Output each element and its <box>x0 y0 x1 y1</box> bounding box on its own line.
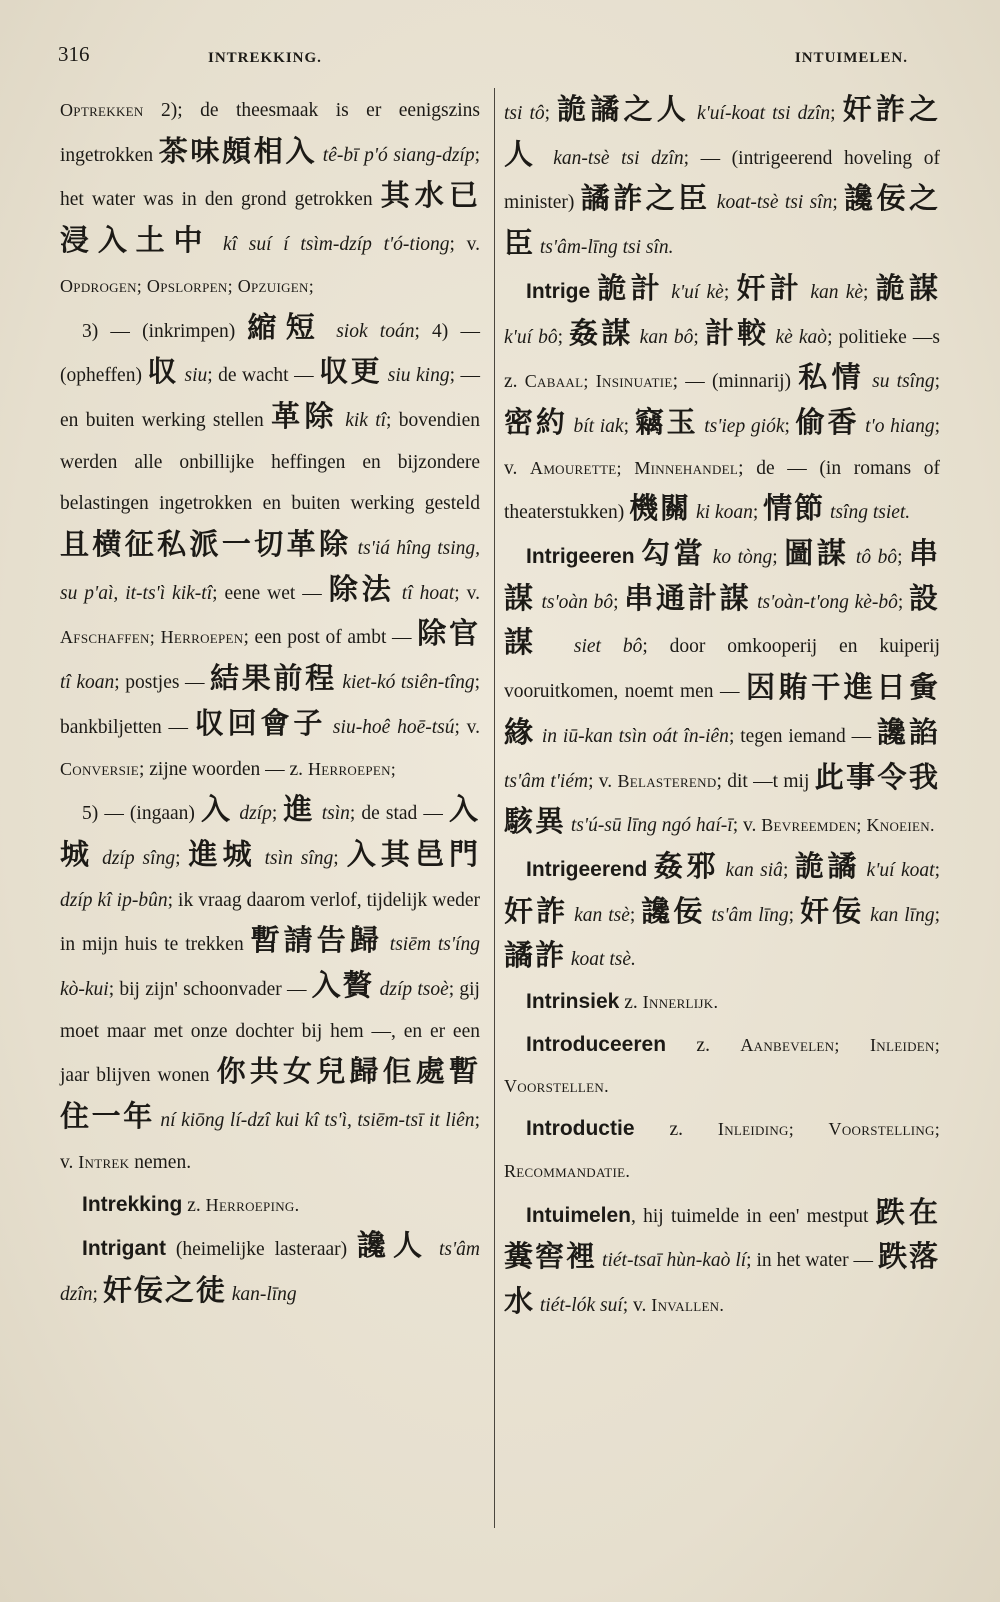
chinese-text: 竊玉 <box>634 406 699 439</box>
text-run: ; v. <box>454 716 480 738</box>
text-run: ; <box>772 547 785 569</box>
text-run: ; <box>832 192 845 214</box>
small-caps-run: Intrek <box>78 1151 130 1172</box>
chinese-text: 奸詐 <box>504 895 569 928</box>
romanization: ts'âm līng <box>705 904 789 926</box>
romanization: dzíp tsoè <box>374 979 449 1001</box>
small-caps-run: Amourette; Minnehandel <box>530 457 739 478</box>
romanization: k'uí-koat tsi dzîn <box>689 103 831 124</box>
chinese-text: 其水已浸入土中 <box>60 180 480 258</box>
romanization: kiet-kó tsiên-tîng <box>336 672 475 694</box>
small-caps-run: Herroepen; <box>307 758 397 779</box>
romanization: kan siâ <box>719 859 783 881</box>
chinese-text: 奸佞 <box>800 895 865 928</box>
romanization: su tsîng <box>864 371 935 393</box>
small-caps-run: Innerlijk. <box>642 992 719 1013</box>
text-run: ; de — (in romans of theaterstukken) <box>504 457 941 524</box>
text-run: , hij tuimelde in een' mestput <box>631 1205 876 1227</box>
dictionary-entry <box>504 1108 940 1192</box>
text-run: ; dit —t mij <box>716 770 815 792</box>
text-run: ; <box>934 371 941 393</box>
chinese-text: 収更 <box>319 356 383 389</box>
headword: Intrinsiek <box>526 990 620 1014</box>
romanization: koat-tsè tsi sîn <box>710 192 833 214</box>
dictionary-entry <box>504 1193 940 1327</box>
chinese-text: 因賄干進日夤緣 <box>504 672 940 749</box>
chinese-text: 入 <box>201 794 234 827</box>
romanization: kan tsè <box>568 904 630 926</box>
chinese-text: 讒佞之臣 <box>504 183 940 261</box>
small-caps-run: Optrekken <box>60 100 144 120</box>
chinese-text: 串謀 <box>504 538 940 615</box>
text-run: ; <box>723 281 737 303</box>
text-run: z. <box>182 1194 206 1216</box>
text-run: ; bankbiljetten — <box>60 672 480 738</box>
chinese-text: 圖謀 <box>784 538 850 571</box>
dictionary-entry <box>60 790 480 1183</box>
headword: Intuimelen <box>526 1203 632 1227</box>
romanization: kan kè <box>803 281 864 303</box>
chinese-text: 讒人 <box>357 1230 430 1263</box>
running-head-right: INTUIMELEN. <box>794 50 908 66</box>
romanization: tsîng tsiet. <box>825 502 911 524</box>
running-head-left: INTREKKING. <box>208 50 322 66</box>
romanization: ts'âm t'iém <box>504 770 589 792</box>
romanization: koat tsè. <box>566 949 636 971</box>
text-run: ; <box>613 591 625 613</box>
dictionary-entry <box>60 90 480 308</box>
text-run: ; 4) — (opheffen) <box>60 320 480 387</box>
romanization: kik tî <box>337 409 387 431</box>
romanization: kan līng <box>864 904 935 926</box>
romanization: siet bô <box>552 636 643 658</box>
romanization: k'uí bô <box>504 326 558 348</box>
text-run: ; <box>333 847 347 869</box>
chinese-text: 入贅 <box>311 970 375 1003</box>
page-number: 316 <box>58 42 90 66</box>
text-run: ; <box>782 859 795 881</box>
chinese-text: 機關 <box>629 493 692 526</box>
small-caps-run: Belasterend <box>617 770 717 791</box>
chinese-text: 詭譎之人 <box>557 94 690 126</box>
text-run: ; <box>544 103 558 124</box>
text-run: z. <box>619 992 643 1014</box>
small-caps-run: Bevreemden; Knoeien. <box>761 815 935 836</box>
romanization: kî suí í tsìm-dzíp t'ó-tiong <box>211 234 450 256</box>
text-run: ; <box>557 326 570 348</box>
chinese-text: 偷香 <box>795 406 860 439</box>
text-run: ; <box>629 904 642 926</box>
romanization: ts'oàn bô <box>535 591 614 613</box>
text-run: ; <box>830 103 843 124</box>
text-run: ; v. <box>454 582 480 604</box>
text-run: ; v. <box>588 770 618 792</box>
text-run: ; <box>693 326 705 348</box>
text-run: ; <box>784 415 796 437</box>
chinese-text: 姦謀 <box>569 317 634 350</box>
chinese-text: 詭謀 <box>875 272 941 305</box>
romanization: tsìn <box>315 803 350 825</box>
romanization: tiét-tsaī hùn-kaò lí <box>597 1250 747 1272</box>
text-run: ; v. <box>449 234 480 256</box>
chinese-text: 暫請告歸 <box>250 925 383 958</box>
chinese-text: 譎詐 <box>504 940 567 973</box>
romanization: kan bô <box>633 326 694 348</box>
romanization: tî koan <box>60 672 115 694</box>
romanization: tsi tô <box>504 103 545 124</box>
small-caps-run: Aanbevelen; Inleiden; Voorstellen. <box>504 1034 940 1097</box>
romanization: kan-tsè tsi dzîn <box>541 147 684 169</box>
text-run: ; <box>788 904 801 926</box>
romanization: kè kaò <box>769 326 828 348</box>
romanization: ts'iá hîng tsing, su p'aì, it-ts'ì kik-tî <box>60 538 480 604</box>
romanization: ki koan <box>691 502 753 524</box>
chinese-text: 你共女兒歸佢處暫住一年 <box>60 1056 480 1134</box>
romanization: ts'oàn-t'ong kè-bô <box>751 591 898 613</box>
text-run: 5) — (ingaan) <box>82 803 201 825</box>
chinese-text: 設謀 <box>504 582 941 660</box>
text-run: ; v. <box>504 415 941 479</box>
headword: Intrigeeren <box>526 545 635 569</box>
chinese-text: 茶味頗相入 <box>158 135 318 168</box>
small-caps-run: Afschaffen; Herroepen <box>60 627 244 648</box>
romanization: siu-hoê hoē-tsú <box>326 716 455 738</box>
text-run: ; door omkooperij en kuiperij vooruitkomen, noemt men — <box>504 636 940 703</box>
dictionary-entry <box>60 1184 480 1227</box>
romanization: tê-bī p'ó siang-dzíp <box>317 144 475 166</box>
text-run: ; <box>897 591 909 613</box>
romanization: k'uí kè <box>664 281 724 303</box>
text-run: ; — (minnarij) <box>672 371 799 393</box>
romanization: dzíp kî ip-bûn <box>60 889 168 911</box>
dictionary-entry <box>60 1226 480 1315</box>
text-run: ; ik vraag daarom verlof, tijdelijk weder in mijn huis te trekken <box>60 889 480 956</box>
headword: Intrige <box>526 279 591 303</box>
romanization: ts'ú-sū līng ngó haí-ī <box>566 815 733 837</box>
romanization: ts'âm-līng tsi sîn. <box>535 237 674 259</box>
text-run: ; <box>271 803 284 825</box>
romanization: siu king <box>382 365 450 387</box>
chinese-text: 譎詐之臣 <box>580 183 711 216</box>
text-run: ; — (intrigeerend hoveling of minister) <box>504 147 940 214</box>
chinese-text: 詭計 <box>597 272 665 305</box>
text-run: ; de wacht — <box>207 365 320 387</box>
chinese-text: 除官 <box>417 618 480 651</box>
dictionary-entry <box>504 847 940 981</box>
romanization: siu <box>179 365 208 387</box>
chinese-text: 私情 <box>798 362 865 395</box>
text-run: ; v. <box>732 815 762 837</box>
romanization: tiét-lók suí <box>535 1294 623 1316</box>
text-run: ; tegen iemand — <box>728 725 877 747</box>
romanization: ní kiōng lí-dzî kui kî ts'ì, tsiēm-tsī it liên <box>154 1110 475 1132</box>
romanization: k'uí koat <box>860 859 935 881</box>
chinese-text: 詭譎 <box>794 850 861 883</box>
text-run: ; <box>934 904 940 926</box>
romanization: tsiēm ts'íng kò-kui <box>60 934 480 1001</box>
romanization: tsìn sîng <box>256 847 334 869</box>
text-run: nemen. <box>129 1151 192 1173</box>
small-caps-run: Opdrogen; Opslorpen; Opzuigen; <box>60 275 315 296</box>
chinese-text: 跌落水 <box>504 1241 940 1318</box>
dictionary-entry <box>504 269 940 534</box>
romanization: ko tòng <box>706 547 773 569</box>
chinese-text: 姦邪 <box>653 850 720 883</box>
text-run: ; <box>897 547 909 569</box>
small-caps-run: Cabaal; Insinuatie <box>524 371 673 392</box>
text-run: ; een post of ambt — <box>243 627 418 649</box>
romanization: in iū-kan tsìn oát în-iên <box>536 725 729 747</box>
chinese-text: 跌在糞窖裡 <box>504 1196 940 1274</box>
text-run: ; v. <box>622 1294 652 1316</box>
text-run: ; bij zijn' schoonvader — <box>108 979 312 1001</box>
dictionary-entry <box>504 981 940 1024</box>
small-caps-run: Invallen. <box>651 1294 725 1315</box>
chinese-text: 讒諂 <box>876 716 940 749</box>
small-caps-run: Inleiding; Voorstelling; Recommandatie. <box>504 1119 940 1181</box>
text-run: (heimelijke lasteraar) <box>166 1239 358 1261</box>
text-run: ; — en buiten werking stellen <box>60 365 480 431</box>
chinese-text: 奸佞之徒 <box>102 1274 227 1307</box>
small-caps-run: Herroeping. <box>205 1194 300 1215</box>
dictionary-entry <box>504 1024 940 1108</box>
headword: Intrigant <box>82 1237 166 1261</box>
romanization: tô bô <box>849 547 898 569</box>
chinese-text: 情節 <box>763 493 826 526</box>
text-run: ; gij moet maar met onze dochter bij hem —, en er een jaar blijven wonen <box>60 979 480 1087</box>
chinese-text: 収 <box>147 356 180 389</box>
headword: Introductie <box>526 1117 635 1141</box>
chinese-text: 奸計 <box>736 272 804 305</box>
romanization: dzíp <box>233 803 272 825</box>
romanization: kan-līng <box>226 1283 297 1305</box>
romanization: t'o hiang <box>859 415 935 437</box>
romanization: bít iak <box>567 415 624 437</box>
chinese-text: 結果前程 <box>210 663 337 696</box>
chinese-text: 密約 <box>504 406 568 439</box>
headword: Intrigeerend <box>526 857 648 881</box>
chinese-text: 計較 <box>704 317 770 350</box>
running-head <box>58 40 964 74</box>
chinese-text: 奸詐之人 <box>504 94 940 171</box>
chinese-text: 進 <box>283 794 316 827</box>
romanization: dzíp sîng <box>94 847 176 869</box>
text-run: 2); de theesmaak is er eenigszins ingetrokken <box>60 100 480 166</box>
chinese-text: 串通計謀 <box>624 582 752 615</box>
text-run: ; zijne woorden — z. <box>138 758 308 780</box>
text-run: ; politieke —s z. <box>504 326 940 393</box>
chinese-text: 除法 <box>328 573 395 606</box>
text-run: ; postjes — <box>114 672 211 694</box>
dictionary-entry <box>60 308 480 791</box>
headword: Intrekking <box>82 1192 183 1216</box>
text-run: ; bovendien werden alle onbillijke heffingen en bijzondere belastingen ingetrokken en buiten werking gesteld <box>60 409 480 515</box>
text-run: ; <box>623 415 635 437</box>
chinese-text: 収回會子 <box>194 707 327 740</box>
chinese-text: 此事令我駭異 <box>504 761 940 839</box>
romanization: ts'âm dzîn <box>60 1239 481 1305</box>
text-run: ; v. <box>60 1110 480 1173</box>
chinese-text: 革除 <box>271 400 338 433</box>
text-run: z. <box>634 1119 718 1141</box>
chinese-text: 讒佞 <box>641 895 706 928</box>
text-run: ; het water was in den grond getrokken <box>60 144 480 211</box>
romanization: ts'iep giók <box>698 415 785 437</box>
chinese-text: 進城 <box>188 838 257 871</box>
romanization: tî hoat <box>394 582 455 604</box>
chinese-text: 入城 <box>60 794 480 871</box>
dictionary-entry <box>504 90 940 269</box>
text-run: ; <box>175 847 189 869</box>
text-run: ; de stad — <box>349 803 449 825</box>
text-run: ; <box>863 281 876 303</box>
chinese-text: 入其邑門 <box>346 838 480 871</box>
romanization: siok toán <box>324 320 415 342</box>
right-column <box>504 90 940 1327</box>
column-divider <box>494 88 495 1528</box>
chinese-text: 縮短 <box>247 311 325 344</box>
chinese-text: 且横征私派一切革除 <box>60 529 352 562</box>
text-run: z. <box>666 1034 741 1056</box>
left-column <box>60 90 480 1316</box>
text-run: 3) — (inkrimpen) <box>82 320 248 342</box>
text-run: ; in het water — <box>746 1250 878 1272</box>
text-run: ; <box>752 502 764 524</box>
text-run: ; eene wet — <box>212 582 329 604</box>
dictionary-entry <box>504 534 940 847</box>
text-run: ; <box>934 859 941 881</box>
headword: Introduceeren <box>526 1032 667 1056</box>
text-run: ; <box>92 1283 103 1305</box>
chinese-text: 勾當 <box>641 538 707 571</box>
small-caps-run: Conversie <box>60 758 139 779</box>
